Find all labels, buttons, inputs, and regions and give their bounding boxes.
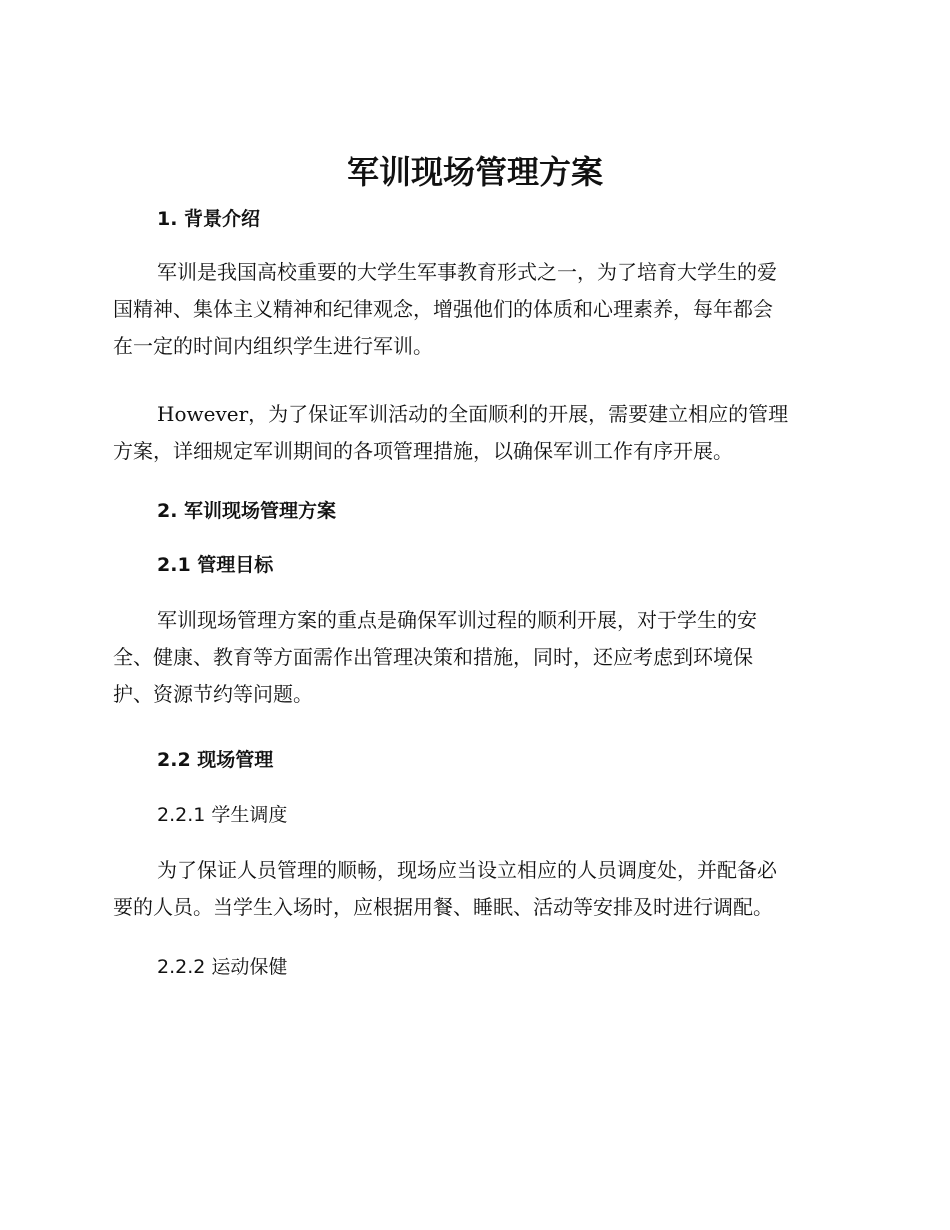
paragraph-background-1 bbox=[113, 254, 837, 365]
subsubsection-heading-dispatch: 2.2.1 学生调度 bbox=[157, 804, 288, 826]
paragraph-line: 全、健康、教育等方面需作出管理决策和措施，同时，还应考虑到环境保 bbox=[113, 645, 753, 669]
subsection-heading-goal: 2.1 管理目标 bbox=[157, 554, 274, 576]
subsubsection-heading-sports: 2.2.2 运动保健 bbox=[157, 956, 288, 978]
paragraph-line: 为了保证人员管理的顺畅，现场应当设立相应的人员调度处，并配备必 bbox=[157, 858, 777, 882]
section-heading-plan: 2. 军训现场管理方案 bbox=[157, 500, 337, 522]
paragraph-goal-1 bbox=[113, 602, 837, 713]
paragraph-background-2 bbox=[113, 396, 837, 470]
subsection-heading-site: 2.2 现场管理 bbox=[157, 749, 274, 771]
paragraph-line: 在一定的时间内组织学生进行军训。 bbox=[113, 334, 433, 358]
paragraph-line: However，为了保证军训活动的全面顺利的开展，需要建立相应的管理 bbox=[157, 402, 789, 426]
document-title: 军训现场管理方案 bbox=[346, 153, 603, 191]
paragraph-line: 军训是我国高校重要的大学生军事教育形式之一，为了培育大学生的爱 bbox=[157, 260, 777, 284]
section-heading-background: 1. 背景介绍 bbox=[157, 208, 261, 230]
paragraph-line: 护、资源节约等问题。 bbox=[113, 682, 313, 706]
paragraph-dispatch-1 bbox=[113, 852, 837, 926]
paragraph-line: 要的人员。当学生入场时，应根据用餐、睡眠、活动等安排及时进行调配。 bbox=[113, 895, 773, 919]
paragraph-line: 方案，详细规定军训期间的各项管理措施，以确保军训工作有序开展。 bbox=[113, 439, 733, 463]
paragraph-line: 国精神、集体主义精神和纪律观念，增强他们的体质和心理素养，每年都会 bbox=[113, 297, 773, 321]
paragraph-line: 军训现场管理方案的重点是确保军训过程的顺利开展，对于学生的安 bbox=[157, 608, 757, 632]
